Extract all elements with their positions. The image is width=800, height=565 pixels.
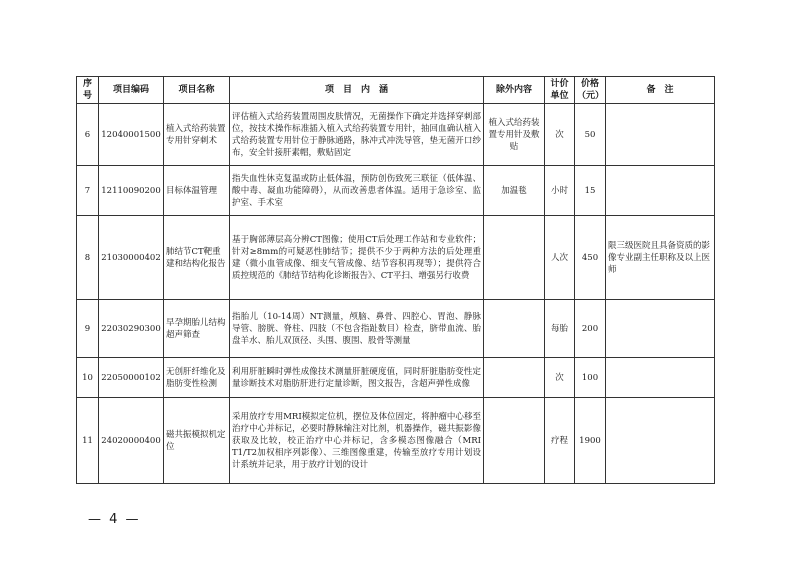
cell-price: 50 [575, 104, 606, 166]
cell-price: 100 [575, 358, 606, 398]
page-number: — 4 — [88, 512, 141, 527]
cell-seq: 8 [77, 216, 99, 300]
cell-seq: 6 [77, 104, 99, 166]
table-row [77, 166, 715, 216]
cell-content: 评估植入式给药装置周围皮肤情况，无菌操作下确定并选择穿刺部位，按技术操作标准插入植入式给药装置专用针，抽回血确认植入式给药装置专用针位于静脉通路，脉冲式冲洗导管，垫无菌开口纱布，安全针接肝素帽，敷贴固定 [230, 104, 484, 166]
cell-remark [606, 166, 715, 216]
cell-remark: 限三级医院且具备资质的影像专业副主任职称及以上医师 [606, 216, 715, 300]
cell-name: 肺结节CT靶重建和结构化报告 [164, 216, 230, 300]
cell-name: 目标体温管理 [164, 166, 230, 216]
cell-price: 1900 [575, 398, 606, 484]
table-header-row [77, 77, 715, 104]
table-row [77, 358, 715, 398]
cell-unit: 次 [545, 358, 575, 398]
header-code: 项目编码 [99, 77, 164, 104]
header-name: 项目名称 [164, 77, 230, 104]
cell-content: 采用放疗专用MRI模拟定位机，摆位及体位固定，将肿瘤中心移至治疗中心并标记，必要时静脉输注对比剂，机器操作，磁共振影像获取及比较，校正治疗中心并标记，含多模态图像融合（MRI T1/T2加权相序列影像）、三维图像重建，传输至放疗专用计划设计系统并记录，用于放疗计划的设计 [230, 398, 484, 484]
cell-code: 24020000400 [99, 398, 164, 484]
table-row [77, 300, 715, 358]
header-seq: 序号 [77, 77, 99, 104]
cell-unit: 疗程 [545, 398, 575, 484]
cell-price: 15 [575, 166, 606, 216]
cell-code: 21030000402 [99, 216, 164, 300]
header-content: 项 目 内 涵 [230, 77, 484, 104]
cell-code: 120400015​00 [99, 104, 164, 166]
cell-unit: 人次 [545, 216, 575, 300]
cell-excluded [484, 300, 545, 358]
cell-code: 22030290300 [99, 300, 164, 358]
cell-remark [606, 398, 715, 484]
cell-name: 磁共振模拟机定位 [164, 398, 230, 484]
cell-remark [606, 104, 715, 166]
header-price: 价格（元） [575, 77, 606, 104]
header-excluded: 除外内容 [484, 77, 545, 104]
cell-name: 植入式给药装置专用针穿刺术 [164, 104, 230, 166]
cell-excluded [484, 358, 545, 398]
cell-seq: 10 [77, 358, 99, 398]
cell-excluded [484, 216, 545, 300]
cell-name: 早孕期胎儿结构超声筛查 [164, 300, 230, 358]
cell-unit: 小时 [545, 166, 575, 216]
table-row [77, 216, 715, 300]
cell-unit: 次 [545, 104, 575, 166]
cell-unit: 每胎 [545, 300, 575, 358]
cell-seq: 9 [77, 300, 99, 358]
cell-seq: 7 [77, 166, 99, 216]
header-unit: 计价单位 [545, 77, 575, 104]
table-row [77, 104, 715, 166]
fee-table [76, 76, 715, 484]
cell-price: 450 [575, 216, 606, 300]
cell-excluded [484, 398, 545, 484]
cell-content: 基于胸部薄层高分辨CT图像；使用CT后处理工作站和专业软件；针对≥8mm的可疑恶性肺结节；提供不少于两种方法的后处理重建（微小血管成像、细支气管成像、结节容积再现等）；提供符合质控规范的《肺结节结构化诊断报告》、CT平扫、增强另行收费 [230, 216, 484, 300]
cell-code: 22050000102 [99, 358, 164, 398]
header-remark: 备 注 [606, 77, 715, 104]
cell-content: 指胎儿（10-14周）NT测量，颅脑、鼻骨、四腔心、胃泡、静脉导管、膀胱、脊柱、四肢（不包含指趾数目）检查，脐带血流、胎盘羊水、胎儿双顶径、头围、腹围、股骨等测量 [230, 300, 484, 358]
cell-code: 12110090200 [99, 166, 164, 216]
cell-seq: 11 [77, 398, 99, 484]
table-row [77, 398, 715, 484]
cell-content: 利用肝脏瞬时弹性成像技术测量肝脏硬度值，同时肝脏脂肪变性定量诊断技术对脂肪肝进行定量诊断，图文报告，含超声弹性成像 [230, 358, 484, 398]
cell-excluded: 植入式给药装置专用针及敷贴 [484, 104, 545, 166]
cell-content: 指失血性休克复温或防止低体温，预防创伤致死三联征（低体温、酸中毒、凝血功能障碍），从而改善患者体温。适用于急诊室、监护室、手术室 [230, 166, 484, 216]
cell-remark [606, 300, 715, 358]
cell-excluded: 加温毯 [484, 166, 545, 216]
cell-remark [606, 358, 715, 398]
cell-name: 无创肝纤维化及脂肪变性检测 [164, 358, 230, 398]
cell-price: 200 [575, 300, 606, 358]
